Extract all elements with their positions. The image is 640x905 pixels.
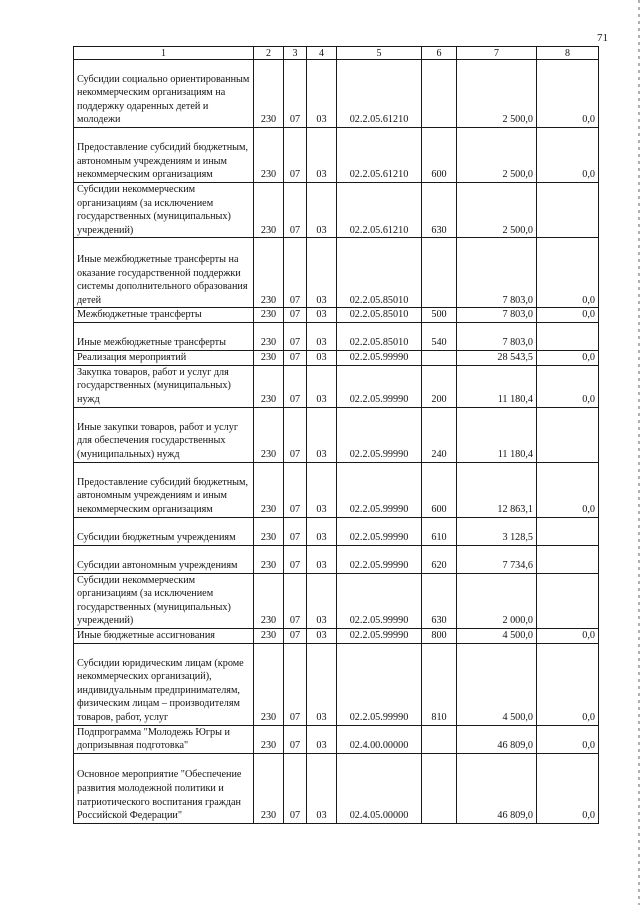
table-row: [74, 238, 599, 308]
section-code: 07: [284, 60, 307, 128]
amount-value: 2 500,0: [457, 128, 537, 183]
header-row: [74, 47, 599, 60]
expense-type-code: 630: [422, 183, 457, 238]
table-row: [74, 308, 599, 323]
amount-value: 12 863,1: [457, 462, 537, 517]
section-code: 07: [284, 643, 307, 725]
subsection-code: 03: [307, 60, 337, 128]
budget-item-name: Субсидии бюджетным учреждениям: [74, 517, 254, 545]
amount-value: 2 500,0: [457, 183, 537, 238]
section-code: 07: [284, 725, 307, 753]
section-code: 07: [284, 545, 307, 573]
budget-item-name: Основное мероприятие "Обеспечение развития молодежной политики и патриотического воспитания граждан Российской Федерации": [74, 753, 254, 823]
table-row: [74, 60, 599, 128]
amount-extra-value: 0,0: [537, 60, 599, 128]
amount-value: 46 809,0: [457, 753, 537, 823]
target-article-code: 02.2.05.61210: [337, 183, 422, 238]
budget-item-name: Субсидии некоммерческим организациям (за исключением государственных (муниципальных) учреждений): [74, 573, 254, 628]
section-code: 07: [284, 350, 307, 365]
amount-extra-value: 0,0: [537, 643, 599, 725]
ministry-code: 230: [254, 753, 284, 823]
amount-value: 7 734,6: [457, 545, 537, 573]
target-article-code: 02.2.05.85010: [337, 308, 422, 323]
budget-item-name: Реализация мероприятий: [74, 350, 254, 365]
ministry-code: 230: [254, 643, 284, 725]
amount-value: 3 128,5: [457, 517, 537, 545]
table-row: [74, 322, 599, 350]
subsection-code: 03: [307, 407, 337, 462]
amount-extra-value: 0,0: [537, 462, 599, 517]
budget-item-name: Иные бюджетные ассигнования: [74, 628, 254, 643]
table-row: [74, 725, 599, 753]
target-article-code: 02.2.05.99990: [337, 462, 422, 517]
amount-value: 2 000,0: [457, 573, 537, 628]
expense-type-code: [422, 753, 457, 823]
expense-type-code: 620: [422, 545, 457, 573]
amount-extra-value: [537, 517, 599, 545]
target-article-code: 02.2.05.61210: [337, 128, 422, 183]
subsection-code: 03: [307, 350, 337, 365]
column-header: 7: [457, 47, 537, 60]
amount-extra-value: [537, 407, 599, 462]
ministry-code: 230: [254, 238, 284, 308]
target-article-code: 02.4.00.00000: [337, 725, 422, 753]
amount-extra-value: 0,0: [537, 238, 599, 308]
budget-item-name: Субсидии социально ориентированным некоммерческим организациям на поддержку одаренных детей и молодежи: [74, 60, 254, 128]
amount-extra-value: [537, 322, 599, 350]
subsection-code: 03: [307, 725, 337, 753]
ministry-code: 230: [254, 628, 284, 643]
column-header: 5: [337, 47, 422, 60]
subsection-code: 03: [307, 365, 337, 407]
section-code: 07: [284, 573, 307, 628]
column-header: 4: [307, 47, 337, 60]
amount-extra-value: [537, 183, 599, 238]
ministry-code: 230: [254, 545, 284, 573]
page-number: 71: [597, 32, 608, 44]
amount-extra-value: 0,0: [537, 128, 599, 183]
ministry-code: 230: [254, 60, 284, 128]
table-row: [74, 517, 599, 545]
amount-value: 11 180,4: [457, 365, 537, 407]
ministry-code: 230: [254, 573, 284, 628]
table-row: [74, 462, 599, 517]
subsection-code: 03: [307, 753, 337, 823]
budget-item-name: Иные межбюджетные трансферты на оказание государственной поддержки системы дополнительного образования детей: [74, 238, 254, 308]
amount-value: 46 809,0: [457, 725, 537, 753]
expense-type-code: 600: [422, 462, 457, 517]
budget-item-name: Предоставление субсидий бюджетным, автономным учреждениям и иным некоммерческим организациям: [74, 462, 254, 517]
amount-extra-value: [537, 573, 599, 628]
budget-item-name: Иные закупки товаров, работ и услуг для обеспечения государственных (муниципальных) нужд: [74, 407, 254, 462]
expense-type-code: 610: [422, 517, 457, 545]
target-article-code: 02.2.05.99990: [337, 350, 422, 365]
amount-value: 4 500,0: [457, 643, 537, 725]
section-code: 07: [284, 183, 307, 238]
section-code: 07: [284, 322, 307, 350]
target-article-code: 02.2.05.85010: [337, 238, 422, 308]
amount-value: 4 500,0: [457, 628, 537, 643]
subsection-code: 03: [307, 462, 337, 517]
expense-type-code: 600: [422, 128, 457, 183]
ministry-code: 230: [254, 725, 284, 753]
amount-extra-value: 0,0: [537, 725, 599, 753]
ministry-code: 230: [254, 407, 284, 462]
target-article-code: 02.2.05.99990: [337, 365, 422, 407]
subsection-code: 03: [307, 517, 337, 545]
ministry-code: 230: [254, 462, 284, 517]
amount-extra-value: 0,0: [537, 308, 599, 323]
section-code: 07: [284, 365, 307, 407]
section-code: 07: [284, 517, 307, 545]
subsection-code: 03: [307, 628, 337, 643]
section-code: 07: [284, 128, 307, 183]
subsection-code: 03: [307, 573, 337, 628]
budget-item-name: Субсидии некоммерческим организациям (за исключением государственных (муниципальных) учреждений): [74, 183, 254, 238]
target-article-code: 02.4.05.00000: [337, 753, 422, 823]
ministry-code: 230: [254, 350, 284, 365]
ministry-code: 230: [254, 517, 284, 545]
section-code: 07: [284, 407, 307, 462]
subsection-code: 03: [307, 238, 337, 308]
budget-item-name: Закупка товаров, работ и услуг для государственных (муниципальных) нужд: [74, 365, 254, 407]
table-row: [74, 350, 599, 365]
expense-type-code: 500: [422, 308, 457, 323]
expense-type-code: [422, 238, 457, 308]
expense-type-code: [422, 350, 457, 365]
table-row: [74, 407, 599, 462]
section-code: 07: [284, 308, 307, 323]
amount-extra-value: 0,0: [537, 753, 599, 823]
column-header: 3: [284, 47, 307, 60]
amount-value: 7 803,0: [457, 322, 537, 350]
subsection-code: 03: [307, 545, 337, 573]
amount-value: 2 500,0: [457, 60, 537, 128]
expense-type-code: 630: [422, 573, 457, 628]
budget-item-name: Субсидии юридическим лицам (кроме некоммерческих организаций), индивидуальным предпринимателям, физическим лицам – производителям товаров, работ, услуг: [74, 643, 254, 725]
ministry-code: 230: [254, 322, 284, 350]
column-header: 1: [74, 47, 254, 60]
expense-type-code: 800: [422, 628, 457, 643]
amount-extra-value: 0,0: [537, 628, 599, 643]
amount-value: 11 180,4: [457, 407, 537, 462]
budget-item-name: Подпрограмма "Молодежь Югры и допризывная подготовка": [74, 725, 254, 753]
column-header: 2: [254, 47, 284, 60]
table-row: [74, 183, 599, 238]
expense-type-code: [422, 60, 457, 128]
subsection-code: 03: [307, 643, 337, 725]
section-code: 07: [284, 462, 307, 517]
target-article-code: 02.2.05.99990: [337, 407, 422, 462]
table-row: [74, 128, 599, 183]
budget-item-name: Предоставление субсидий бюджетным, автономным учреждениям и иным некоммерческим организациям: [74, 128, 254, 183]
target-article-code: 02.2.05.99990: [337, 628, 422, 643]
table-row: [74, 365, 599, 407]
ministry-code: 230: [254, 183, 284, 238]
amount-value: 7 803,0: [457, 238, 537, 308]
table-row: [74, 753, 599, 823]
target-article-code: 02.2.05.99990: [337, 517, 422, 545]
amount-value: 28 543,5: [457, 350, 537, 365]
target-article-code: 02.2.05.61210: [337, 60, 422, 128]
subsection-code: 03: [307, 128, 337, 183]
ministry-code: 230: [254, 128, 284, 183]
table-row: [74, 573, 599, 628]
table-row: [74, 628, 599, 643]
subsection-code: 03: [307, 183, 337, 238]
target-article-code: 02.2.05.99990: [337, 573, 422, 628]
subsection-code: 03: [307, 308, 337, 323]
ministry-code: 230: [254, 308, 284, 323]
section-code: 07: [284, 753, 307, 823]
expense-type-code: 810: [422, 643, 457, 725]
amount-extra-value: [537, 545, 599, 573]
budget-item-name: Субсидии автономным учреждениям: [74, 545, 254, 573]
subsection-code: 03: [307, 322, 337, 350]
expense-type-code: 240: [422, 407, 457, 462]
expense-type-code: [422, 725, 457, 753]
column-header: 8: [537, 47, 599, 60]
budget-table: [73, 46, 599, 824]
target-article-code: 02.2.05.99990: [337, 643, 422, 725]
table-body: [74, 60, 599, 824]
amount-extra-value: 0,0: [537, 365, 599, 407]
budget-item-name: Межбюджетные трансферты: [74, 308, 254, 323]
target-article-code: 02.2.05.99990: [337, 545, 422, 573]
section-code: 07: [284, 238, 307, 308]
amount-extra-value: 0,0: [537, 350, 599, 365]
amount-value: 7 803,0: [457, 308, 537, 323]
ministry-code: 230: [254, 365, 284, 407]
budget-item-name: Иные межбюджетные трансферты: [74, 322, 254, 350]
section-code: 07: [284, 628, 307, 643]
table-row: [74, 643, 599, 725]
expense-type-code: 540: [422, 322, 457, 350]
target-article-code: 02.2.05.85010: [337, 322, 422, 350]
expense-type-code: 200: [422, 365, 457, 407]
table-row: [74, 545, 599, 573]
column-header: 6: [422, 47, 457, 60]
